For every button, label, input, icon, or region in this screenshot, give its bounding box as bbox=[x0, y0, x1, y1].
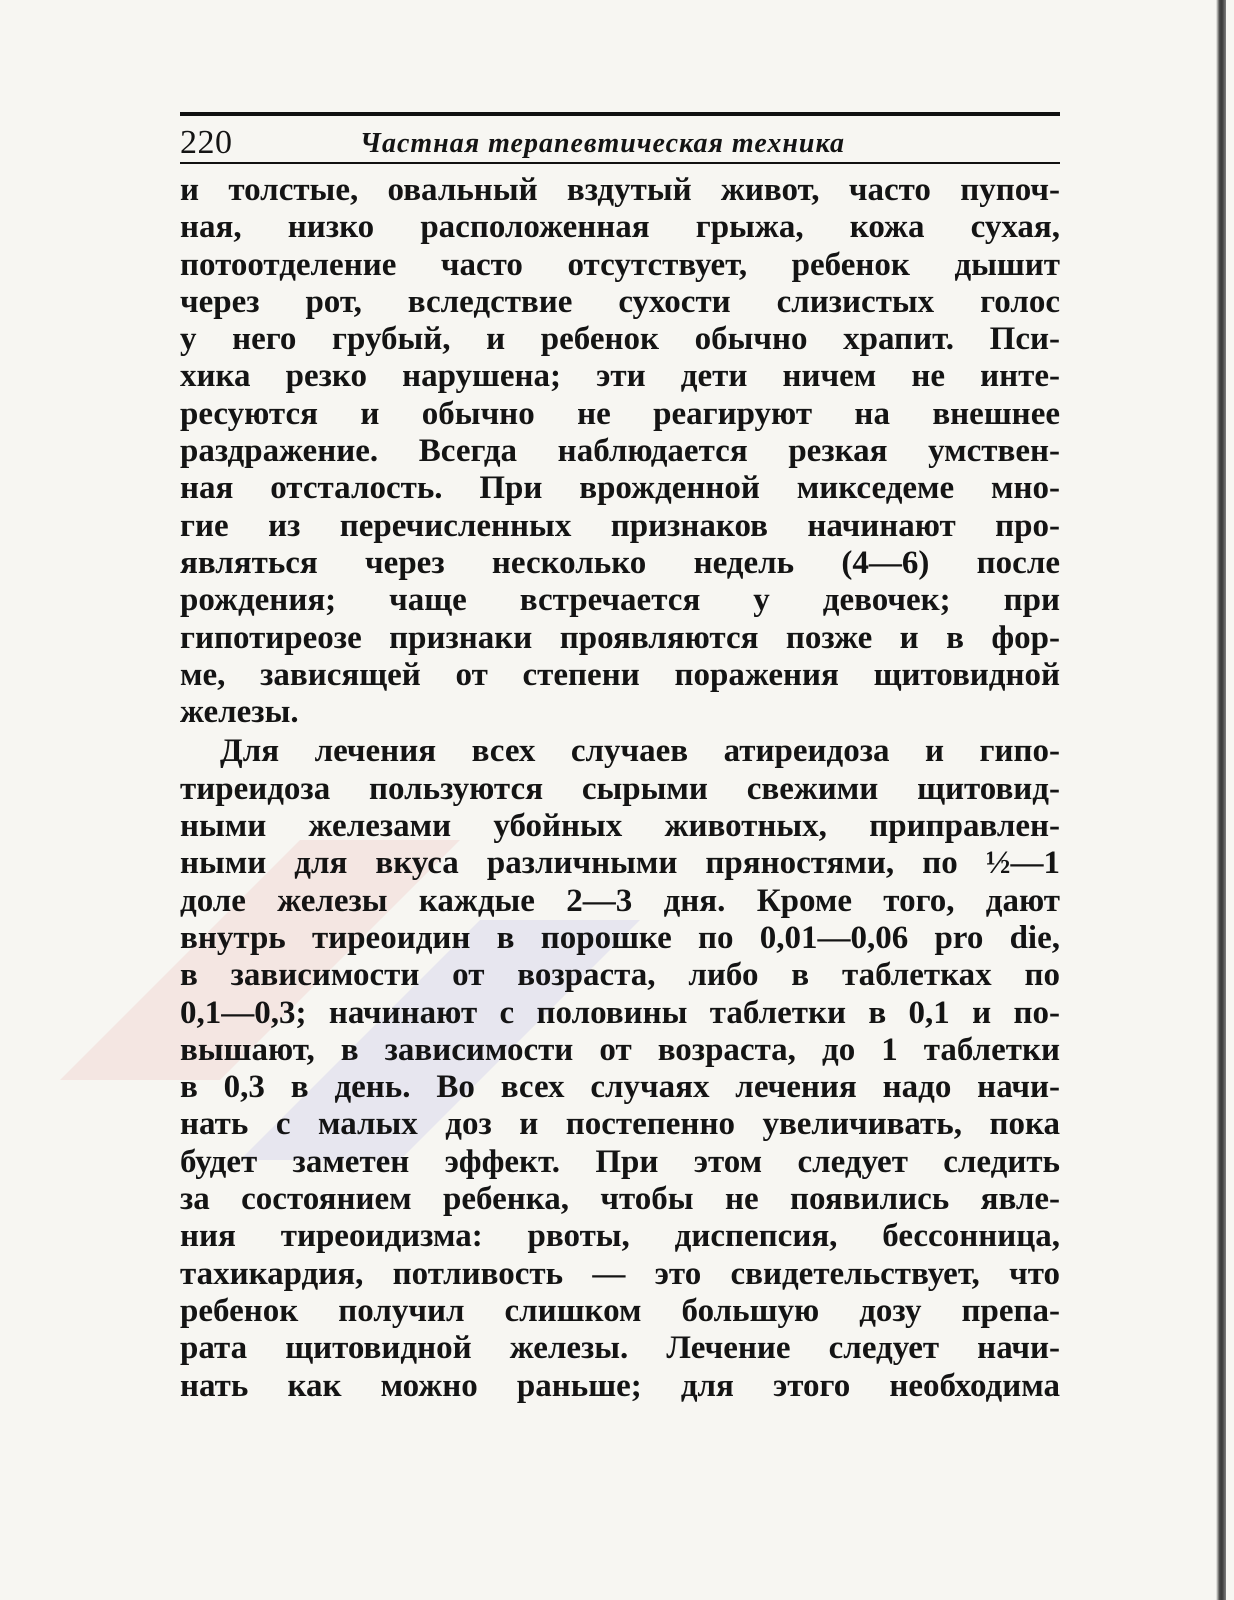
text-line: вышают, в зависимости от возраста, до 1 таблетки bbox=[180, 1031, 1060, 1068]
text-line: будет заметен эффект. При этом следует следить bbox=[180, 1143, 1060, 1180]
book-spine-edge bbox=[1216, 0, 1226, 1600]
text-line: тиреидоза пользуются сырыми свежими щитовид- bbox=[180, 770, 1060, 807]
text-line: ными железами убойных животных, приправлен- bbox=[180, 808, 1060, 845]
text-line: гипотиреозе признаки проявляются позже и в фор- bbox=[180, 619, 1060, 656]
text-line: у него грубый, и ребенок обычно храпит. Пси- bbox=[180, 321, 1060, 358]
text-line: через рот, вследствие сухости слизистых голос bbox=[180, 283, 1060, 320]
text-line: ния тиреоидизма: рвоты, диспепсия, бессонница, bbox=[180, 1218, 1060, 1255]
paragraph-1 bbox=[180, 172, 1060, 731]
page-header bbox=[180, 116, 1060, 162]
running-head: Частная терапевтическая техника bbox=[360, 128, 846, 159]
text-line: нать как можно раньше; для этого необходима bbox=[180, 1367, 1060, 1404]
text-line: в зависимости от возраста, либо в таблетках по bbox=[180, 957, 1060, 994]
text-line: 0,1—0,3; начинают с половины таблетки в 0,1 и по- bbox=[180, 994, 1060, 1031]
text-line: рождения; чаще встречается у девочек; при bbox=[180, 582, 1060, 619]
text-line: раздражение. Всегда наблюдается резкая умствен- bbox=[180, 433, 1060, 470]
text-line: ная отсталость. При врожденной микседеме мно- bbox=[180, 470, 1060, 507]
text-line: железы. bbox=[180, 694, 299, 731]
text-line: внутрь тиреоидин в порошке по 0,01—0,06 pro die, bbox=[180, 919, 1060, 956]
text-line: ная, низко расположенная грыжа, кожа сухая, bbox=[180, 209, 1060, 246]
text-line: за состоянием ребенка, чтобы не появились явле- bbox=[180, 1181, 1060, 1218]
text-line: и толстые, овальный вздутый живот, часто пупоч- bbox=[180, 172, 1060, 208]
text-line: ными для вкуса различными пряностями, по ½—1 bbox=[180, 845, 1060, 882]
text-line: ребенок получил слишком большую дозу препа- bbox=[180, 1292, 1060, 1329]
text-line: потоотделение часто отсутствует, ребенок дышит bbox=[180, 246, 1060, 283]
text-line: нать с малых доз и постепенно увеличивать, пока bbox=[180, 1106, 1060, 1143]
text-line: доле железы каждые 2—3 дня. Кроме того, дают bbox=[180, 882, 1060, 919]
text-line: гие из перечисленных признаков начинают про- bbox=[180, 507, 1060, 544]
book-page bbox=[180, 112, 1060, 1405]
header-rule-bottom bbox=[180, 162, 1060, 164]
text-line: Для лечения всех случаев атиреидоза и гипо- bbox=[220, 733, 1060, 770]
paragraph-2 bbox=[180, 733, 1060, 1404]
text-line: тахикардия, потливость — это свидетельствует, что bbox=[180, 1255, 1060, 1292]
page-number: 220 bbox=[180, 124, 233, 161]
text-line: являться через несколько недель (4—6) после bbox=[180, 544, 1060, 581]
text-line: рата щитовидной железы. Лечение следует начи- bbox=[180, 1330, 1060, 1367]
text-line: в 0,3 в день. Во всех случаях лечения надо начи- bbox=[180, 1069, 1060, 1106]
text-line: ме, зависящей от степени поражения щитовидной bbox=[180, 656, 1060, 693]
text-line: хика резко нарушена; эти дети ничем не инте- bbox=[180, 358, 1060, 395]
body-text bbox=[180, 172, 1060, 1405]
text-line: ресуются и обычно не реагируют на внешнее bbox=[180, 395, 1060, 432]
